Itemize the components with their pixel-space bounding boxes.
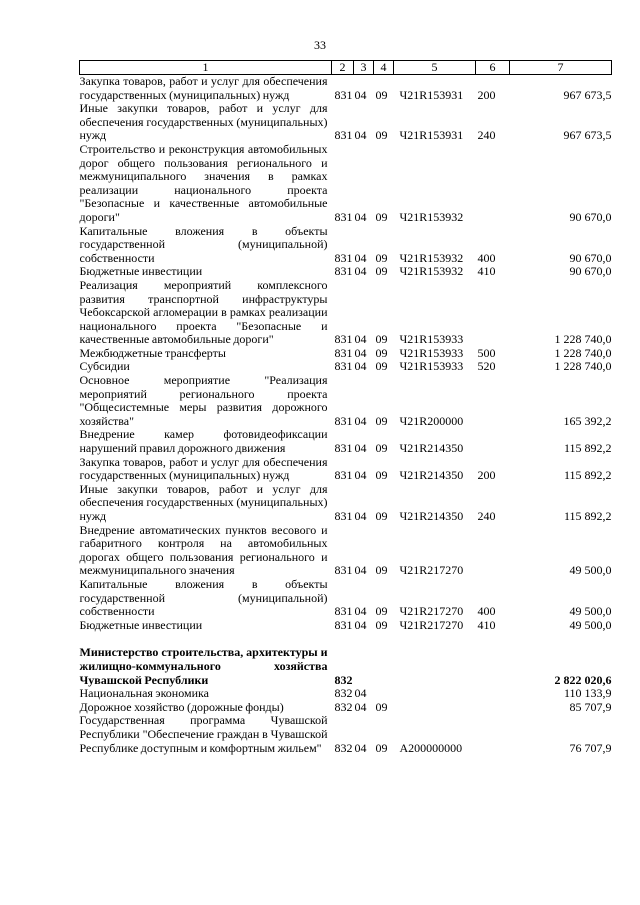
- row-section: 04: [354, 740, 367, 755]
- row-name: Капитальные вложения в объекты государственной (муниципальной) собственности: [79, 576, 328, 619]
- row-section: 04: [354, 345, 367, 360]
- row-target-article: Ч21R214350: [399, 441, 464, 456]
- row-name: Государственная программа Чувашской Республики "Обеспечение граждан в Чувашской Республике доступным и комфортным жильем": [79, 713, 328, 755]
- row-grbs: 831: [334, 209, 353, 224]
- row-grbs: 831: [334, 87, 353, 102]
- row-target-article: Ч21R153933: [399, 359, 464, 374]
- row-amount: 1 228 740,0: [554, 332, 612, 347]
- row-name: Капитальные вложения в объекты государственной (муниципальной) собственности: [79, 223, 328, 265]
- row-subsection: 09: [375, 332, 388, 347]
- row-amount: 1 228 740,0: [554, 359, 612, 374]
- row-section: 04: [354, 332, 367, 347]
- row-section: 04: [354, 359, 367, 374]
- row-target-article: Ч21R217270: [399, 563, 464, 578]
- row-section: 04: [354, 563, 367, 578]
- table-row: [80, 143, 612, 225]
- row-target-article: [394, 687, 476, 701]
- budget-table: [79, 60, 612, 755]
- row-target-article: Ч21R153932: [399, 250, 464, 265]
- table-row: [80, 646, 612, 687]
- row-expense-type: 400: [477, 604, 496, 619]
- row-grbs: 832: [334, 740, 353, 755]
- row-name: Бюджетные инвестиции: [79, 617, 203, 632]
- row-section: 04: [354, 209, 367, 224]
- row-grbs: 832: [334, 686, 353, 701]
- row-grbs: 831: [334, 359, 353, 374]
- row-name: Иные закупки товаров, работ и услуг для обеспечения государственных (муниципальных) нужд: [79, 101, 328, 143]
- row-subsection: 09: [375, 699, 388, 714]
- row-subsection: 09: [375, 359, 388, 374]
- table-header: [80, 61, 612, 75]
- table-row: [80, 687, 612, 701]
- row-section: 04: [354, 686, 367, 701]
- row-section: 04: [354, 468, 367, 483]
- row-name: Межбюджетные трансферты: [79, 345, 226, 360]
- row-grbs: 831: [334, 617, 353, 632]
- row-amount: 967 673,5: [563, 128, 612, 143]
- row-expense-type: 500: [477, 345, 496, 360]
- row-subsection: 09: [375, 563, 388, 578]
- spacer-cell: [80, 632, 612, 646]
- table-row: [80, 225, 612, 266]
- row-grbs: 831: [334, 264, 353, 279]
- row-amount: 165 392,2: [563, 413, 612, 428]
- row-expense-type: [476, 524, 510, 578]
- row-amount: 110 133,9: [563, 686, 612, 701]
- row-section: 04: [354, 413, 367, 428]
- row-name: Закупка товаров, работ и услуг для обеспечения государственных (муниципальных) нужд: [79, 454, 328, 483]
- row-subsection: 09: [375, 509, 388, 523]
- table-row: [80, 279, 612, 347]
- page-number: 33: [314, 38, 326, 52]
- row-target-article: [394, 646, 476, 687]
- row-grbs: 831: [334, 250, 353, 265]
- row-target-article: Ч21R153932: [399, 264, 464, 279]
- row-expense-type: [476, 374, 510, 428]
- row-name: Внедрение камер фотовидеофиксации нарушений правил дорожного движения: [79, 427, 328, 456]
- row-section: 04: [354, 250, 367, 265]
- row-name: Внедрение автоматических пунктов весового и габаритного контроля на автомобильных дорогах общего пользования регионального и межмуниципального значения: [79, 522, 328, 578]
- row-target-article: Ч21R153931: [399, 128, 464, 143]
- row-amount: 49 500,0: [569, 604, 612, 619]
- row-section: 04: [354, 87, 367, 102]
- table-row: [80, 619, 612, 633]
- header-col-target-article: 5: [394, 61, 476, 75]
- row-grbs: 831: [334, 468, 353, 483]
- table-row: [80, 456, 612, 483]
- row-section: [354, 646, 374, 687]
- row-expense-type: 240: [477, 128, 496, 143]
- row-expense-type: [476, 687, 510, 701]
- row-subsection: 09: [375, 617, 388, 632]
- row-grbs: 831: [334, 441, 353, 456]
- row-grbs: 831: [334, 509, 353, 523]
- header-col-expense-type: 6: [476, 61, 510, 75]
- row-target-article: Ч21R153931: [399, 87, 464, 102]
- row-section: 04: [354, 699, 367, 714]
- row-amount: 1 228 740,0: [554, 345, 612, 360]
- row-amount: 85 707,9: [569, 699, 612, 714]
- row-section: 04: [354, 509, 367, 523]
- row-target-article: Ч21R214350: [399, 468, 464, 483]
- row-grbs: 831: [334, 413, 353, 428]
- table-row: [80, 360, 612, 374]
- table-row: [80, 578, 612, 619]
- row-name: Реализация мероприятий комплексного развития транспортной инфраструктуры Чебоксарской агломерации в рамках реализации национального проекта "Безопасные и качественные автомобильные дороги": [79, 277, 328, 347]
- row-target-article: Ч21R217270: [399, 604, 464, 619]
- table-body: [80, 75, 612, 756]
- row-subsection: 09: [375, 250, 388, 265]
- row-section: 04: [354, 604, 367, 619]
- row-grbs: 832: [334, 672, 353, 687]
- row-subsection: 09: [375, 413, 388, 428]
- row-subsection: 09: [375, 264, 388, 279]
- row-grbs: 831: [334, 345, 353, 360]
- row-expense-type: 200: [477, 87, 496, 102]
- row-subsection: 09: [375, 604, 388, 619]
- row-amount: 90 670,0: [569, 250, 612, 265]
- row-subsection: [374, 687, 394, 701]
- row-amount: 90 670,0: [569, 209, 612, 224]
- row-subsection: 09: [375, 441, 388, 456]
- row-target-article: Ч21R153932: [399, 209, 464, 224]
- row-subsection: 09: [375, 740, 388, 755]
- row-grbs: 831: [334, 563, 353, 578]
- row-subsection: 09: [375, 87, 388, 102]
- row-expense-type: [476, 646, 510, 687]
- row-expense-type: 520: [477, 359, 496, 374]
- table-row: [80, 265, 612, 279]
- row-amount: 49 500,0: [569, 617, 612, 632]
- row-amount: 115 892,2: [563, 468, 612, 483]
- row-subsection: 09: [375, 128, 388, 143]
- row-expense-type: [476, 714, 510, 755]
- row-name: Дорожное хозяйство (дорожные фонды): [79, 699, 284, 714]
- row-subsection: [374, 646, 394, 687]
- row-name: Субсидии: [79, 359, 130, 374]
- row-target-article: Ч21R153933: [399, 332, 464, 347]
- header-col-name: 1: [80, 61, 332, 75]
- row-amount: 115 892,2: [563, 441, 612, 456]
- row-name: Иные закупки товаров, работ и услуг для обеспечения государственных (муниципальных) нужд: [79, 481, 328, 523]
- header-col-section: 3: [354, 61, 374, 75]
- row-target-article: Ч21R153933: [399, 345, 464, 360]
- row-target-article: Ч21R200000: [399, 413, 464, 428]
- row-amount: 90 670,0: [569, 264, 612, 279]
- row-expense-type: [476, 143, 510, 225]
- table-row: [80, 347, 612, 361]
- table-row: [80, 701, 612, 715]
- row-grbs: 831: [334, 128, 353, 143]
- table-row: [80, 483, 612, 524]
- row-amount: 49 500,0: [569, 563, 612, 578]
- row-section: 04: [354, 264, 367, 279]
- row-expense-type: 400: [477, 250, 496, 265]
- header-col-grbs: 2: [332, 61, 354, 75]
- row-target-article: А200000000: [399, 740, 463, 755]
- row-expense-type: 240: [477, 509, 496, 523]
- row-amount: 2 822 020,6: [554, 672, 612, 687]
- row-expense-type: [476, 701, 510, 715]
- row-subsection: 09: [375, 468, 388, 483]
- row-amount: 76 707,9: [569, 740, 612, 755]
- row-target-article: Ч21R217270: [399, 617, 464, 632]
- row-amount: 967 673,5: [563, 87, 612, 102]
- row-amount: 115 892,2: [563, 509, 612, 523]
- row-name: Строительство и реконструкция автомобильных дорог общего пользования регионального и межмуниципального значения в рамках реализации национального проекта "Безопасные и качественные автомобильные дороги": [79, 141, 328, 224]
- row-name: Закупка товаров, работ и услуг для обеспечения государственных (муниципальных) нужд: [79, 74, 328, 102]
- header-row: [80, 61, 612, 75]
- header-col-amount: 7: [510, 61, 612, 75]
- row-name: Национальная экономика: [79, 686, 209, 701]
- row-target-article: [394, 701, 476, 715]
- row-target-article: Ч21R214350: [399, 509, 464, 523]
- table-row: [80, 714, 612, 755]
- row-subsection: 09: [375, 345, 388, 360]
- row-grbs: 831: [334, 332, 353, 347]
- row-name: Основное мероприятие "Реализация мероприятий регионального проекта "Общесистемные меры развития дорожного хозяйства": [79, 373, 328, 428]
- row-expense-type: 410: [477, 264, 496, 279]
- row-expense-type: [476, 428, 510, 455]
- spacer-row: [80, 632, 612, 646]
- row-expense-type: 410: [477, 617, 496, 632]
- row-expense-type: 200: [477, 468, 496, 483]
- table-row: [80, 374, 612, 428]
- row-name: Бюджетные инвестиции: [79, 264, 203, 279]
- row-subsection: 09: [375, 209, 388, 224]
- header-col-subsection: 4: [374, 61, 394, 75]
- table-row: [80, 524, 612, 578]
- row-section: 04: [354, 441, 367, 456]
- row-expense-type: [476, 279, 510, 347]
- row-name: Министерство строительства, архитектуры и жилищно-коммунального хозяйства Чувашской Республики: [79, 645, 328, 687]
- row-section: 04: [354, 128, 367, 143]
- row-grbs: 832: [334, 699, 353, 714]
- row-grbs: 831: [334, 604, 353, 619]
- row-section: 04: [354, 617, 367, 632]
- table-row: [80, 428, 612, 455]
- table-row: [80, 102, 612, 143]
- table-row: [80, 75, 612, 103]
